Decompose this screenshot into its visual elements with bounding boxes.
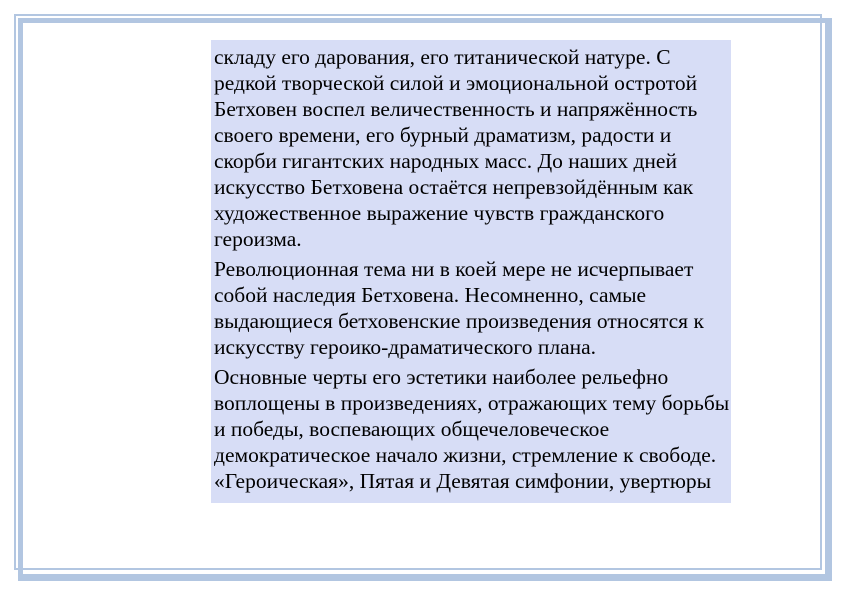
paragraph — [214, 364, 731, 494]
text-line: своего времени, его бурный драматизм, радости и — [214, 123, 672, 147]
text-line: «Героическая», Пятая и Девятая симфонии, увертюры — [214, 469, 712, 493]
text-block[interactable] — [211, 40, 731, 503]
text-line: Бетховен воспел величественность и напряжённость — [214, 97, 698, 121]
text-line: собой наследия Бетховена. Несомненно, самые — [214, 283, 647, 307]
text-line: и победы, воспевающих общечеловеческое — [214, 417, 610, 441]
text-line: демократическое начало жизни, стремление к свободе. — [214, 443, 717, 467]
text-line: Революционная тема ни в коей мере не исчерпывает — [214, 257, 694, 281]
text-line: складу его дарования, его титанической натуре. С — [214, 45, 671, 69]
text-line: искусству героико-драматического плана. — [214, 335, 597, 359]
text-line: Основные черты его эстетики наиболее рельефно — [214, 365, 669, 389]
text-line: редкой творческой силой и эмоциональной остротой — [214, 71, 698, 95]
text-line: художественное выражение чувств гражданского — [214, 201, 665, 225]
paragraph — [214, 256, 731, 360]
text-line: искусство Бетховена остаётся непревзойдённым как — [214, 175, 694, 199]
paragraph — [214, 44, 731, 252]
text-line: героизма. — [214, 227, 302, 251]
text-line: скорби гигантских народных масс. До наших дней — [214, 149, 677, 173]
text-line: воплощены в произведениях, отражающих тему борьбы — [214, 391, 730, 415]
text-line: выдающиеся бетховенские произведения относятся к — [214, 309, 704, 333]
